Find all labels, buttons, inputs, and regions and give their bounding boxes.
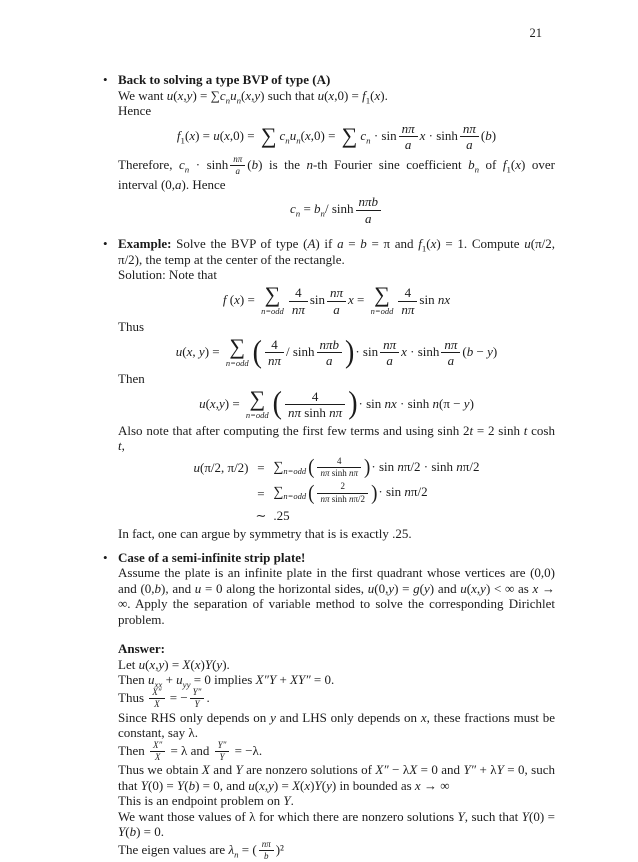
paragraph	[118, 565, 555, 627]
text-run: Then $u_{xx} + u_{yy} = 0$ implies X″Y + XY″ = 0.	[118, 672, 335, 690]
sigma-glyph: ∑	[229, 334, 246, 360]
fraction-numerator: nπ	[441, 338, 460, 354]
fraction	[215, 741, 230, 763]
fraction-numerator: Y″	[190, 688, 205, 699]
equation-rhs	[273, 482, 479, 504]
fraction	[317, 338, 343, 368]
fraction-denominator: a	[386, 353, 393, 369]
fraction	[289, 286, 308, 316]
fraction	[317, 457, 361, 479]
sum-operator	[341, 123, 358, 149]
sum-operator	[245, 386, 269, 420]
fraction-denominator: a	[447, 353, 455, 369]
bullet-marker: •	[103, 72, 108, 87]
paragraph	[118, 103, 555, 119]
sum-operator	[261, 282, 284, 317]
open-paren: (	[308, 455, 315, 480]
equation-rhs	[273, 457, 479, 479]
text-run: x =	[348, 292, 368, 308]
page-number: 21	[529, 26, 542, 40]
fraction-denominator: a	[466, 137, 473, 153]
fraction-denominator: nπ sinh nπ	[287, 405, 343, 421]
fraction-numerator: 4	[398, 286, 417, 302]
fraction	[190, 688, 205, 710]
fraction-numerator: nπ	[399, 122, 418, 138]
open-paren: (	[272, 386, 282, 422]
text-run: )²	[275, 841, 284, 857]
fraction	[230, 155, 245, 177]
fraction	[149, 688, 164, 710]
open-paren: (	[308, 481, 315, 505]
paragraph	[118, 550, 555, 566]
open-paren: (	[252, 334, 262, 370]
sum-limits: n=odd	[283, 491, 307, 502]
fraction-denominator: nπ	[291, 301, 305, 317]
sigma-glyph: ∑	[260, 123, 277, 149]
fraction-denominator: a	[326, 353, 333, 369]
fraction	[398, 286, 417, 316]
fraction-numerator: nπb	[317, 338, 343, 354]
text-run: x · sinh	[419, 127, 458, 143]
fraction-numerator: 4	[317, 457, 361, 468]
fraction-denominator: nπ	[267, 353, 281, 369]
text-run: Assume the plate is an infinite plate in the first quadrant whose vertices are (0,0) and (0,b), and u = 0 along the horizontal sides, u(0,y) = g(y) and u(x,y) < ∞ as x → ∞. Apply the separation of variable method to solve the corresponding Dirichlet problem.	[118, 565, 555, 627]
sigma-glyph: ∑	[341, 123, 358, 149]
fraction-denominator: Y	[219, 751, 225, 762]
fraction-numerator: X″	[149, 688, 164, 699]
text-run: This is an endpoint problem on Y.	[118, 793, 294, 809]
paragraph	[118, 741, 555, 763]
sum-limits: n=odd	[225, 357, 249, 368]
sum-limits: n=odd	[261, 306, 284, 317]
parenthesized-group	[272, 386, 358, 422]
sigma-glyph: ∑	[273, 485, 284, 501]
paren-content	[262, 338, 345, 368]
aligned-equations	[118, 457, 555, 523]
paragraph	[118, 88, 555, 104]
text-run: .	[206, 689, 210, 705]
paragraph	[118, 710, 555, 741]
text-run: Thus we obtain X and Y are nonzero solutions of X″ − λX = 0 and Y″ + λY = 0, such that Y(0) = Y(b) = 0, and u(x,y) = X(x)Y(y) in bounded as x → ∞	[118, 762, 556, 793]
text-run: · sin nx · sinh n(π − y)	[358, 395, 474, 411]
sum-operator	[370, 282, 394, 317]
bullet-item	[103, 236, 555, 541]
fraction-numerator: nπ	[259, 840, 274, 851]
fraction	[285, 390, 345, 420]
fraction-numerator: nπ	[460, 122, 479, 138]
text-run: = λ and	[167, 742, 213, 758]
fraction	[265, 338, 284, 368]
text-run: In fact, one can argue by symmetry that is is exactly .25.	[118, 526, 412, 542]
sigma-glyph: ∑	[249, 386, 266, 412]
bold-text: Answer:	[118, 641, 165, 657]
text-run: $c_nu_n(x,0)$ =	[279, 127, 339, 146]
bullet-item-body	[118, 236, 555, 541]
fraction-numerator: nπb	[356, 195, 382, 211]
paragraph	[118, 72, 555, 88]
close-paren: )	[345, 334, 355, 370]
parenthesized-group	[308, 482, 377, 504]
parenthesized-group	[252, 334, 355, 370]
bold-text: Case of a semi-infinite strip plate!	[118, 549, 306, 565]
fraction-denominator: b	[263, 851, 269, 862]
text-run: Then	[118, 742, 148, 758]
display-formula	[118, 195, 555, 225]
fraction-numerator: nπ	[230, 155, 245, 166]
paren-content	[314, 482, 371, 504]
text-run: Hence	[118, 103, 152, 118]
fraction	[441, 338, 460, 368]
text-run: Solution: Note that	[118, 267, 217, 283]
paragraph	[118, 840, 555, 862]
fraction-numerator: nπ	[380, 338, 399, 354]
close-paren: )	[371, 481, 378, 505]
text-run: Then	[118, 371, 145, 386]
fraction-denominator: X	[154, 699, 160, 710]
paragraph	[118, 657, 555, 673]
text-run: u(x, y) =	[175, 343, 223, 359]
sum-limits: n=odd	[370, 306, 394, 317]
fraction-numerator: 4	[265, 338, 284, 354]
fraction	[150, 741, 165, 763]
paragraph	[118, 236, 555, 267]
fraction-denominator: a	[404, 137, 412, 153]
text-run: · sin	[355, 343, 379, 359]
sum-operator	[225, 334, 249, 368]
fraction	[460, 122, 479, 152]
paragraph	[118, 672, 555, 688]
paragraph	[118, 526, 555, 542]
paragraph	[118, 155, 555, 192]
paragraph	[118, 267, 555, 283]
text-run: Also note that after computing the first few terms and using sinh 2t = 2 sinh t cosh t,	[118, 422, 555, 454]
fraction-denominator: a	[365, 210, 372, 226]
sigma-glyph: ∑	[273, 459, 284, 475]
text-run: We want those values of λ for which there are nonzero solutions Y, such that Y(0) = Y(b) = 0.	[118, 808, 556, 840]
fraction-numerator: nπ	[327, 286, 346, 302]
bullet-item	[103, 550, 555, 862]
text-run: .25	[273, 507, 290, 523]
equation-rhs	[273, 508, 479, 524]
close-paren: )	[348, 386, 358, 422]
text-run: $f_1(x) = u(x,0)$ =	[176, 127, 258, 146]
text-run: $c_n = b_n/$ sinh	[289, 201, 354, 219]
text-run: Thus	[118, 689, 148, 705]
paragraph	[118, 423, 555, 454]
bold-text: Example:	[118, 236, 172, 252]
text-run: sin nx	[419, 292, 451, 308]
relation-symbol: =	[257, 460, 265, 476]
fraction-numerator: 2	[317, 482, 368, 493]
text-run: sin	[309, 292, 325, 308]
paragraph	[118, 688, 555, 710]
fraction	[259, 840, 274, 862]
display-formula	[118, 282, 555, 317]
text-run: Since RHS only depends on y and LHS only depends on x, these fractions must be constant, say λ.	[118, 709, 555, 740]
paragraph	[118, 371, 555, 387]
paragraph	[118, 319, 555, 335]
page-content	[103, 72, 555, 862]
bullet-item-body	[118, 550, 555, 862]
bullet-item-body	[118, 72, 555, 228]
relation-symbol: ∼	[255, 507, 267, 523]
bullet-item	[103, 72, 555, 228]
text-run: u(x,y) =	[199, 395, 243, 411]
text-run: x · sinh	[401, 343, 440, 359]
sum-operator	[273, 484, 307, 502]
text-run: f (x) =	[222, 292, 259, 308]
paragraph	[118, 762, 555, 793]
display-formula	[118, 386, 555, 422]
fraction-numerator: X″	[150, 741, 165, 752]
fraction-numerator: 4	[289, 286, 308, 302]
text-run: Thus	[118, 319, 144, 335]
paragraph	[118, 809, 555, 840]
fraction	[327, 286, 346, 316]
text-run: $c_n \cdot \sin$	[360, 127, 397, 146]
text-run: Solve the BVP of type (A) if a = b = π and $f_1(x) = 1$. Compute u(π/2, π/2), the temp at the center of the rectangle.	[118, 236, 555, 267]
display-formula	[118, 334, 555, 370]
parenthesized-group	[308, 457, 370, 479]
text-run: The eigen values are $\lambda_n$ = (	[118, 841, 257, 860]
fraction	[399, 122, 418, 152]
fraction-denominator: Y	[194, 699, 200, 710]
text-run: (b) is the n-th Fourier sine coefficient $b_n$ of $f_1(x)$ over interval (0,a). Hence	[118, 156, 555, 192]
relation-symbol: =	[257, 485, 265, 501]
text-run: Therefore, $c_n \cdot \sinh$	[118, 156, 229, 175]
fraction-denominator: nπ	[401, 301, 415, 317]
bold-text: Back to solving a type BVP of type (A)	[118, 72, 331, 87]
close-paren: )	[364, 455, 371, 480]
display-formula	[118, 122, 555, 152]
bullet-marker: •	[103, 236, 108, 252]
fraction-denominator: nπ sinh nπ	[320, 468, 359, 479]
text-run: · sin nπ/2 · sinh nπ/2	[371, 458, 480, 474]
text-run: = −λ.	[231, 742, 263, 758]
fraction-denominator: a	[333, 301, 340, 317]
fraction-denominator: nπ sinh nπ/2	[320, 493, 366, 504]
fraction-numerator: 4	[285, 390, 345, 406]
fraction-numerator: Y″	[215, 741, 230, 752]
spacer	[118, 627, 555, 641]
fraction	[356, 195, 382, 225]
sigma-glyph: ∑	[264, 282, 281, 308]
sum-operator	[260, 123, 277, 149]
text-run: Let u(x,y) = X(x)Y(y).	[118, 656, 230, 672]
fraction	[380, 338, 399, 368]
sum-limits: n=odd	[245, 409, 269, 420]
paren-content	[314, 457, 364, 479]
sum-limits: n=odd	[283, 465, 307, 476]
text-run: / sinh	[285, 343, 315, 359]
sigma-glyph: ∑	[374, 282, 390, 308]
sum-operator	[273, 459, 306, 474]
text-run: (b)	[480, 127, 497, 143]
fraction-denominator: a	[235, 166, 240, 177]
text-run: (b − y)	[462, 343, 498, 359]
text-run: u(π/2, π/2)	[193, 460, 249, 476]
text-run: = −	[166, 689, 188, 705]
text-run: · sin nπ/2	[378, 484, 428, 500]
paragraph	[118, 641, 555, 657]
fraction-denominator: X	[154, 751, 161, 762]
equation-array	[194, 457, 480, 523]
paren-content	[282, 390, 348, 420]
fraction	[317, 482, 368, 504]
equation-lhs	[194, 460, 249, 476]
bullet-marker: •	[103, 549, 108, 565]
text-run: We want $u(x,y) = \sum c_nu_n(x,y)$ such that $u(x,0) = f_1(x)$.	[118, 87, 388, 106]
paragraph	[118, 793, 555, 809]
